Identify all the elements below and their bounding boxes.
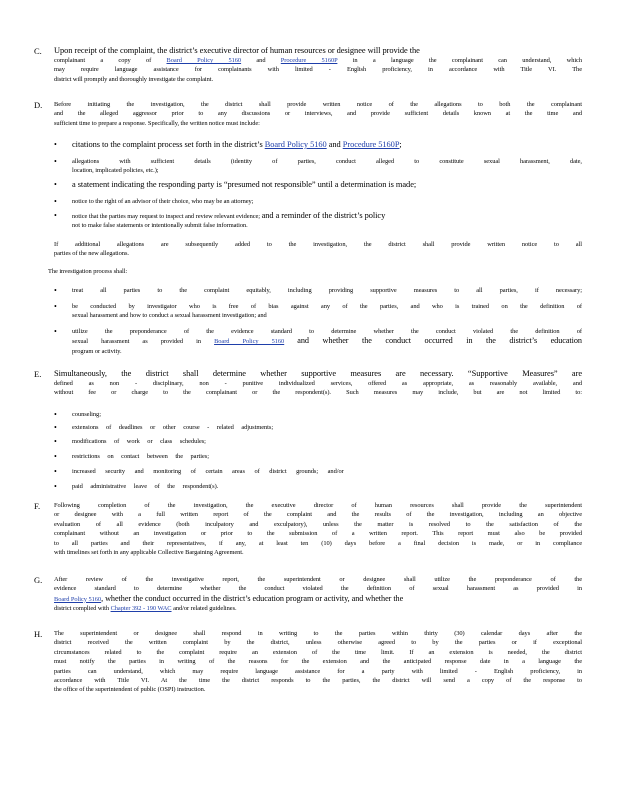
section-c-line: district will promptly and thoroughly investigate the complaint. [54, 75, 214, 83]
section-label: D. [34, 100, 43, 110]
bullet-icon: • [54, 482, 57, 491]
chapter-392-190-wac-link[interactable]: Chapter 392 - 190 WAC [110, 605, 172, 613]
section-label: E. [34, 369, 42, 379]
document-page: C. Upon receipt of the complaint, the district’s executive director of human resources or designee will provide the complainant a copy of Board Policy 5160 and Procedure 5160P in a language the complainant can understand, which may require language assistance for complainants with limited - English proficiency, in accordance with Title VI. The district will promptly and thoroughly investigate the complaint. D. Before initiating the investigation, the district shall provide written notice of the allegations to both the complainant and the alleged aggressor prior to any discussions or interviews, and provide sufficient details known at the time and sufficient time to prepare a response. Specifically, the written notice must include: • citations to the complaint process set forth in the district’s Board Policy 5160 and Procedure 5160P; • allegations with sufficient details (identity of parties, conduct alleged to constitute sexual harassment, date, location, implicated policies, etc.); • a statement indicating the responding party is “presumed not responsible” until a determination is made; • notice to the right of an advisor of their choice, who may be an attorney; • notice that the parties may request to inspect and review relevant evidence; and a reminder of the district’s policy not to make false statements or intentionally submit false information. If additional allegations are subsequently added to the investigation, the district shall provide written notice to all parties of the new allegations. The investigation process shall: • treat all parties to the complaint equitably, including providing supportive measures to all parties, if necessary; • be conducted by investigator who is free of bias against any of the parties, and who is trained on the definition of sexual harassment and how to conduct a sexual harassment investigation; and • utilize the preponderance of the evidence standard to determine whether the conduct violated the definition of sexual harassment as provided in Board Policy 5160 and whether the conduct occurred in the district’s education program or activity. E. Simultaneously, the district shall determine whether supportive measures are necessary. “Supportive Measures” are defined as non - disciplinary, non - punitive individualized services, offered as appropriate, as reasonably available, and without fee or charge to the complainant or the respondent(s). Such measures may include, but are not limited to: • counseling; • extensions of deadlines or other course - related adjustments; • modifications of work or class schedules; • restrictions on contact between the parties; • increased security and monitoring of certain areas of district grounds; and/or • paid administrative leave of the respondent(s). F. Following completion of the investigation, the executive director of human resources shall provide the superintendent or designee with a full written report of the complaint and the results of the investigation, including an objective evaluation of all evidence (both inculpatory and exculpatory), unless the matter is resolved to the satisfaction of the complainant without an investigation or prior to the submission of a written report. This report must also be provided to all parties and their representatives, if any, at least ten (10) days before a final decision is made, or in compliance with timelines set forth in any applicable Collective Bargaining Agreement. G. After review of the investigative report, the superintendent or designee shall utilize the preponderance of the evidence standard to determine whether the conduct violated the definition of sexual harassment as provided in Board Policy 5160, whether the conduct occurred in the district’s education program or activity, and whether the district complied with Chapter 392 - 190 WAC and/or related guidelines. H. The superintendent or designee shall respond in writing to the parties within thirty (30) calendar days after the district received the written complaint by the district, unless otherwise agreed to by the parties or if exceptional circumstances related to the complaint require an extension of the time limit. If an extension is needed, the district must notify the parties in writing of the reasons for the extension and the anticipated response date in a language the parties can understand, which may require language assistance for a party with limited - English proficiency, in accordance with Title VI. At the time the district responds to the parties, the district will send a copy of the response to the office of the superintendent of public (OSPI) instruction. [0, 0, 618, 800]
bullet-icon: • [54, 197, 57, 206]
bullet-icon: • [54, 180, 57, 189]
section-d-line: and the alleged aggressor prior to any discussions or interviews, and provide sufficient details known at the time and [54, 110, 582, 118]
bullet-icon: • [54, 286, 57, 295]
bullet-icon: • [54, 157, 57, 166]
board-policy-5160-link[interactable]: Board Policy 5160 [166, 57, 242, 64]
section-d-paragraph: The investigation process shall: [48, 268, 128, 275]
bullet-icon: • [54, 467, 57, 476]
bullet-icon: • [54, 140, 57, 149]
bullet-icon: • [54, 437, 57, 446]
board-policy-5160-link[interactable]: Board Policy 5160 [264, 140, 327, 149]
bullet-icon: • [54, 302, 57, 311]
section-d-line: sufficient time to prepare a response. Specifically, the written notice must include: [54, 119, 260, 127]
procedure-5160p-link[interactable]: Procedure 5160P [280, 57, 338, 64]
section-label: C. [34, 46, 42, 56]
bullet-icon: • [54, 423, 57, 432]
section-d-line: Before initiating the investigation, the district shall provide written notice of the allegations to both the complainant [54, 101, 582, 108]
section-c-line: may require language assistance for complainants with limited - English proficiency, in accordance with Title VI. The [54, 66, 582, 74]
bullet-icon: • [54, 410, 57, 419]
section-label: F. [34, 501, 41, 511]
bullet-icon: • [54, 327, 57, 336]
section-c-lead: Upon receipt of the complaint, the district’s executive director of human resources or designee will provide the [54, 46, 420, 55]
bullet-icon: • [54, 211, 57, 220]
section-label: H. [34, 629, 43, 639]
section-c-line: complainant a copy of Board Policy 5160 and Procedure 5160P in a language the complainant can understand, which [54, 57, 582, 64]
procedure-5160p-link[interactable]: Procedure 5160P [342, 140, 400, 149]
section-label: G. [34, 575, 43, 585]
board-policy-5160-link[interactable]: Board Policy 5160 [54, 595, 102, 603]
bullet-icon: • [54, 452, 57, 461]
board-policy-5160-link[interactable]: Board Policy 5160 [214, 338, 285, 346]
